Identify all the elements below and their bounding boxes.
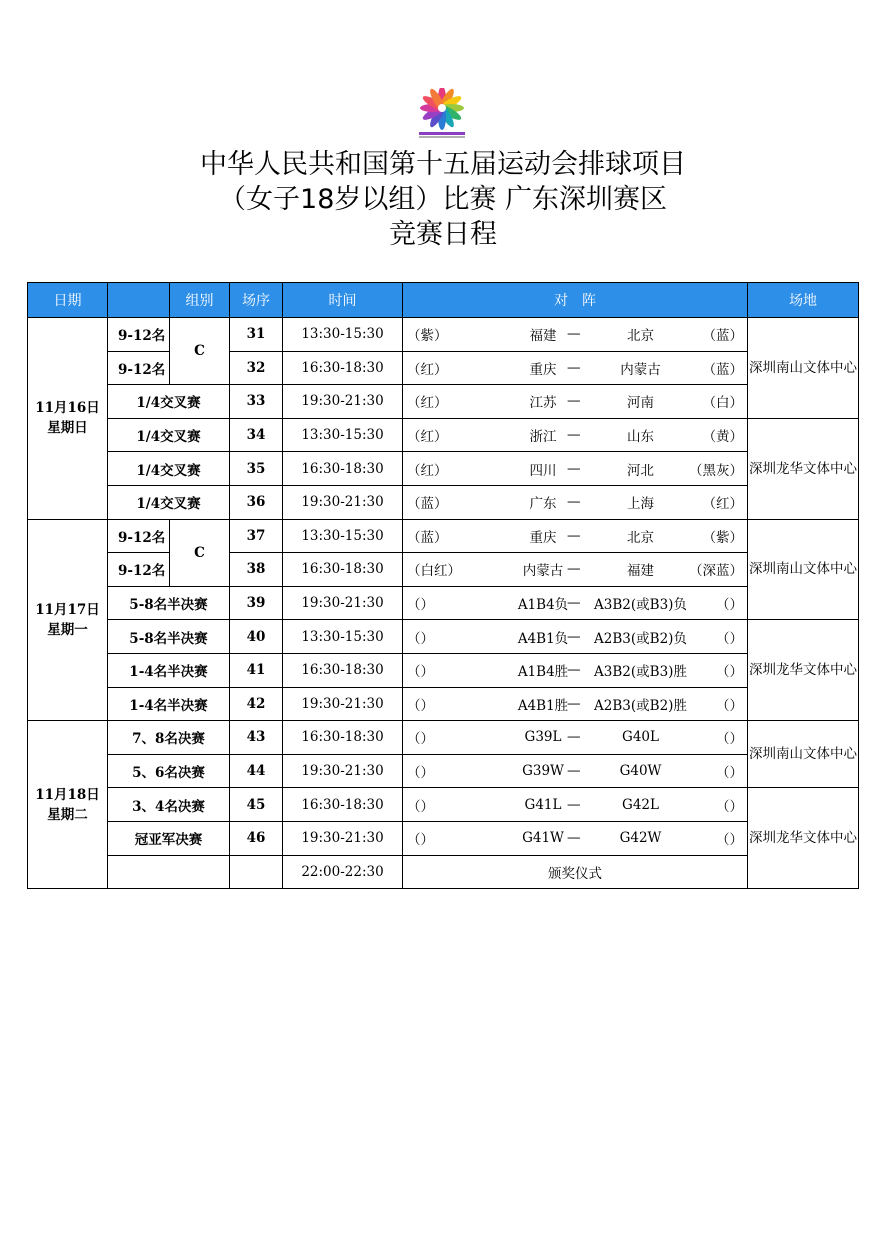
team2-name: A2B3(或B2)负 (594, 630, 687, 647)
vs-dash: — (567, 460, 581, 477)
match-no-cell: 41 (230, 653, 283, 687)
matchup-cell (403, 721, 748, 755)
time-cell: 13:30-15:30 (283, 418, 403, 452)
vs-dash: — (567, 561, 581, 578)
team1-color: （红） (407, 395, 448, 412)
team1-color: （） (407, 765, 434, 782)
team1-color: （） (407, 731, 434, 748)
team2-color: （） (716, 697, 743, 714)
vs-dash: — (567, 326, 581, 343)
round-cell: 5-8名半决赛 (108, 586, 230, 620)
group-cell: C (170, 519, 230, 586)
venue-cell: 深圳龙华文体中心 (748, 418, 859, 519)
team2-name: 河北 (627, 462, 654, 479)
table-row (28, 653, 859, 687)
team2-name: G42W (619, 830, 662, 847)
time-cell: 16:30-18:30 (283, 653, 403, 687)
team1-name: G39L (524, 729, 562, 746)
round-cell: 7、8名决赛 (108, 721, 230, 755)
team1-color: （红） (407, 429, 448, 446)
date-cell (28, 721, 108, 889)
team2-color: （） (716, 731, 743, 748)
matchup-cell (403, 318, 748, 352)
team1-color: （紫） (407, 328, 448, 345)
team2-name: 上海 (627, 496, 654, 513)
table-row (28, 485, 859, 519)
time-cell: 13:30-15:30 (283, 620, 403, 654)
team1-name: 福建 (529, 328, 557, 345)
time-cell: 19:30-21:30 (283, 687, 403, 721)
matchup-cell (403, 620, 748, 654)
team2-name: A3B2(或B3)胜 (594, 664, 687, 681)
match-no-cell: 46 (230, 821, 283, 855)
round-cell: 冠亚军决赛 (108, 821, 230, 855)
team2-color: （深蓝） (689, 563, 743, 580)
date-text: 11月16日 (35, 400, 100, 417)
weekday-text: 星期一 (47, 621, 88, 638)
time-cell: 19:30-21:30 (283, 385, 403, 419)
date-text: 11月18日 (35, 786, 100, 803)
vs-dash: — (567, 695, 581, 712)
team1-name: 浙江 (529, 429, 557, 446)
team1-color: （） (407, 832, 434, 849)
table-row (28, 586, 859, 620)
time-cell: 19:30-21:30 (283, 754, 403, 788)
vs-dash: — (567, 494, 581, 511)
title-line-3: 竞赛日程 (389, 219, 497, 250)
table-row (28, 351, 859, 385)
team2-color: （白） (702, 395, 743, 412)
vs-dash: — (567, 662, 581, 679)
team1-name: A4B1负 (517, 630, 569, 647)
match-no-cell: 40 (230, 620, 283, 654)
vs-dash: — (567, 595, 581, 612)
team2-name: 内蒙古 (620, 361, 661, 378)
col-header-group: 组别 (170, 283, 230, 318)
team1-name: A1B4负 (517, 597, 569, 614)
table-header-row (28, 283, 859, 318)
title-line-1: 中华人民共和国第十五届运动会排球项目 (200, 149, 686, 180)
col-header-venue: 场地 (748, 283, 859, 318)
venue-cell: 深圳南山文体中心 (748, 721, 859, 788)
time-cell: 19:30-21:30 (283, 485, 403, 519)
matchup-cell (403, 754, 748, 788)
team1-name: 广东 (529, 496, 557, 513)
team2-name: G42L (622, 796, 659, 813)
team1-name: A1B4胜 (517, 664, 569, 681)
time-cell: 16:30-18:30 (283, 553, 403, 587)
team1-color: （白红） (407, 563, 461, 580)
team2-color: （） (716, 832, 743, 849)
matchup-cell (403, 586, 748, 620)
vs-dash: — (567, 359, 581, 376)
team1-color: （） (407, 597, 434, 614)
team1-name: 内蒙古 (522, 563, 564, 580)
table-row (28, 620, 859, 654)
weekday-text: 星期二 (47, 806, 88, 823)
time-cell: 19:30-21:30 (283, 821, 403, 855)
team2-color: （蓝） (702, 361, 743, 378)
team1-name: 重庆 (529, 529, 557, 546)
team2-name: G40W (619, 763, 662, 780)
team2-color: （） (716, 597, 743, 614)
round-cell: 1/4交叉赛 (108, 452, 230, 486)
match-no-cell: 43 (230, 721, 283, 755)
matchup-cell (403, 687, 748, 721)
vs-dash: — (567, 763, 581, 780)
time-cell: 16:30-18:30 (283, 721, 403, 755)
team1-color: （） (407, 630, 434, 647)
team2-color: （） (716, 765, 743, 782)
team1-name: 江苏 (529, 395, 557, 412)
vs-dash: — (567, 527, 581, 544)
group-cell: C (170, 318, 230, 385)
venue-cell: 深圳南山文体中心 (748, 318, 859, 419)
col-header-round (108, 283, 170, 318)
team2-name: 河南 (627, 395, 654, 412)
weekday-text: 星期日 (47, 420, 88, 437)
table-row (28, 821, 859, 855)
col-header-date: 日期 (28, 283, 108, 318)
table-row (28, 721, 859, 755)
team2-color: （红） (702, 496, 743, 513)
round-cell: 1-4名半决赛 (108, 687, 230, 721)
team1-color: （） (407, 664, 434, 681)
table-row (28, 452, 859, 486)
team2-color: （黄） (702, 429, 743, 446)
round-cell: 9-12名 (108, 519, 170, 553)
schedule-table (27, 282, 859, 889)
team1-color: （蓝） (407, 529, 448, 546)
team2-name: 福建 (627, 563, 654, 580)
vs-dash: — (567, 830, 581, 847)
round-cell: 1/4交叉赛 (108, 385, 230, 419)
table-row (28, 519, 859, 553)
team2-name: 北京 (627, 529, 654, 546)
team2-color: （） (716, 664, 743, 681)
matchup-cell (403, 519, 748, 553)
match-no-cell: 31 (230, 318, 283, 352)
venue-cell: 深圳南山文体中心 (748, 519, 859, 620)
team2-color: （） (716, 798, 743, 815)
team2-name: G40L (622, 729, 659, 746)
matchup-cell (403, 485, 748, 519)
table-row (28, 754, 859, 788)
vs-dash: — (567, 427, 581, 444)
team1-name: G41W (522, 830, 564, 847)
match-no-cell: 36 (230, 485, 283, 519)
matchup-cell (403, 452, 748, 486)
time-cell: 19:30-21:30 (283, 586, 403, 620)
matchup-cell (403, 385, 748, 419)
match-no-cell: 39 (230, 586, 283, 620)
team1-name: G41L (524, 796, 562, 813)
title-line-2: （女子18岁以组）比赛 广东深圳赛区 (219, 184, 667, 215)
matchup-cell (403, 653, 748, 687)
team1-name: 四川 (529, 462, 557, 479)
round-cell: 5-8名半决赛 (108, 620, 230, 654)
time-cell: 16:30-18:30 (283, 788, 403, 822)
matchup-cell (403, 553, 748, 587)
match-no-cell: 35 (230, 452, 283, 486)
table-row (28, 418, 859, 452)
round-cell-empty (108, 855, 230, 889)
vs-dash: — (567, 729, 581, 746)
table-row (28, 318, 859, 352)
matchup-cell (403, 351, 748, 385)
match-no-cell: 44 (230, 754, 283, 788)
round-cell: 9-12名 (108, 318, 170, 352)
team2-color: （紫） (702, 529, 743, 546)
time-cell: 13:30-15:30 (283, 519, 403, 553)
match-no-cell: 45 (230, 788, 283, 822)
ceremony-time-cell: 22:00-22:30 (283, 855, 403, 889)
team2-color: （） (716, 630, 743, 647)
match-no-cell: 42 (230, 687, 283, 721)
match-no-cell: 37 (230, 519, 283, 553)
team2-name: 山东 (627, 429, 654, 446)
matchup-cell (403, 788, 748, 822)
round-cell: 1/4交叉赛 (108, 418, 230, 452)
match-no-cell: 33 (230, 385, 283, 419)
team1-color: （红） (407, 361, 448, 378)
match-no-cell: 38 (230, 553, 283, 587)
col-header-matchup: 对 阵 (403, 283, 748, 318)
venue-cell: 深圳龙华文体中心 (748, 788, 859, 889)
round-cell: 3、4名决赛 (108, 788, 230, 822)
col-header-match-no: 场序 (230, 283, 283, 318)
team1-name: G39W (522, 763, 564, 780)
time-cell: 16:30-18:30 (283, 452, 403, 486)
team1-name: A4B1胜 (517, 697, 569, 714)
date-text: 11月17日 (35, 601, 100, 618)
team1-color: （蓝） (407, 496, 448, 513)
vs-dash: — (567, 393, 581, 410)
table-row (28, 687, 859, 721)
round-cell: 9-12名 (108, 351, 170, 385)
team2-name: A3B2(或B3)负 (594, 597, 687, 614)
round-cell: 9-12名 (108, 553, 170, 587)
table-row (28, 385, 859, 419)
match-no-cell: 32 (230, 351, 283, 385)
team1-color: （红） (407, 462, 448, 479)
ceremony-cell: 颁奖仪式 (403, 855, 748, 889)
games-logo (413, 88, 471, 140)
round-cell: 1-4名半决赛 (108, 653, 230, 687)
round-cell: 1/4交叉赛 (108, 485, 230, 519)
team2-color: （黑灰） (689, 462, 743, 479)
table-row (28, 788, 859, 822)
table-row (28, 855, 859, 889)
round-cell: 5、6名决赛 (108, 754, 230, 788)
team2-color: （蓝） (702, 328, 743, 345)
venue-cell: 深圳龙华文体中心 (748, 620, 859, 721)
team2-name: A2B3(或B2)胜 (594, 697, 687, 714)
vs-dash: — (567, 628, 581, 645)
team1-color: （） (407, 697, 434, 714)
match-no-cell-empty (230, 855, 283, 889)
team1-name: 重庆 (529, 361, 557, 378)
matchup-cell (403, 821, 748, 855)
team2-name: 北京 (627, 328, 654, 345)
matchup-cell (403, 418, 748, 452)
vs-dash: — (567, 796, 581, 813)
team1-color: （） (407, 798, 434, 815)
col-header-time: 时间 (283, 283, 403, 318)
date-cell (28, 318, 108, 520)
table-row (28, 553, 859, 587)
time-cell: 16:30-18:30 (283, 351, 403, 385)
date-cell (28, 519, 108, 721)
match-no-cell: 34 (230, 418, 283, 452)
time-cell: 13:30-15:30 (283, 318, 403, 352)
